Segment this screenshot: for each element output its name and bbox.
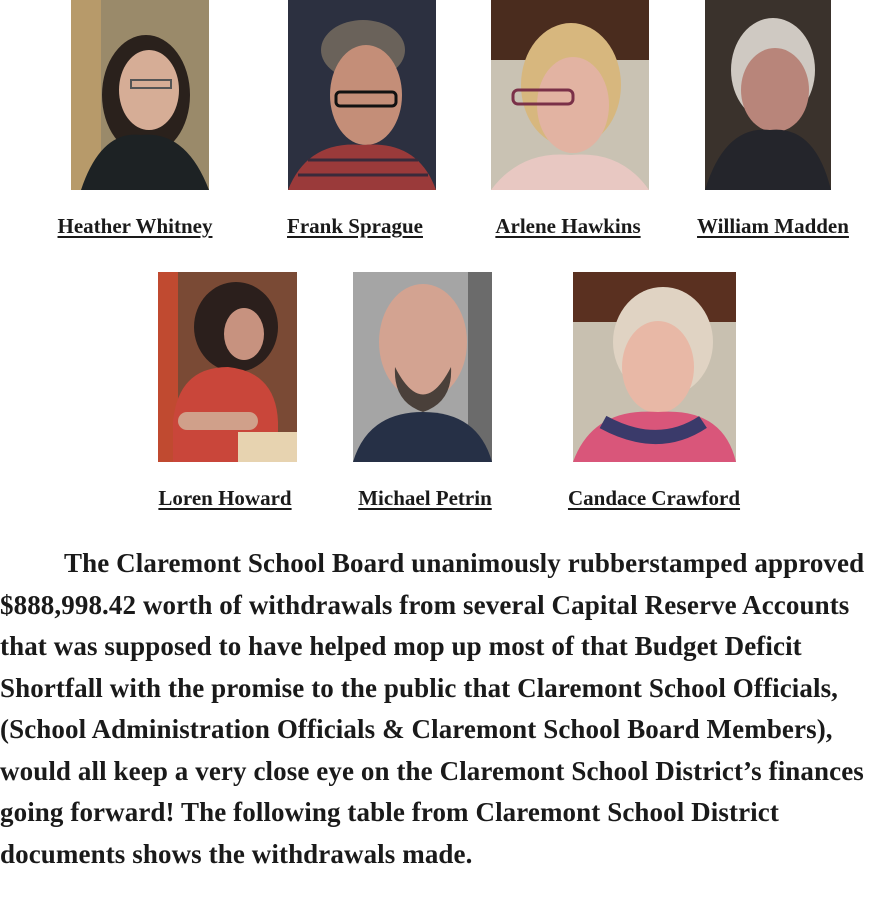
article-paragraph: The Claremont School Board unanimously rubberstamped approved $888,998.42 worth of withdrawals from several Capital Reserve Accounts that was supposed to have helped mop up most of that Budget Deficit Shortfall with the promise to the public that Claremont School Officials, (School Administration Officials & Claremont School Board Members), would all keep a very close eye on the Claremont School District’s finances going forward! The following table from Claremont School District documents shows the withdrawals made.: [0, 548, 865, 869]
photo-candace-crawford: [573, 272, 736, 462]
name-william-madden: William Madden: [697, 214, 849, 238]
name-arlene-hawkins: Arlene Hawkins: [495, 214, 641, 238]
photo-william-madden: [705, 0, 831, 190]
name-candace-crawford: Candace Crawford: [567, 486, 741, 510]
photo-loren-howard: [158, 272, 297, 462]
photo-arlene-hawkins: [491, 0, 649, 190]
photo-michael-petrin: [353, 272, 492, 462]
photo-heather-whitney: [71, 0, 209, 190]
name-frank-sprague: Frank Sprague: [287, 214, 423, 238]
name-michael-petrin: Michael Petrin: [358, 486, 492, 510]
name-loren-howard: Loren Howard: [158, 486, 292, 510]
photo-frank-sprague: [288, 0, 436, 190]
name-heather-whitney: Heather Whitney: [57, 214, 213, 238]
